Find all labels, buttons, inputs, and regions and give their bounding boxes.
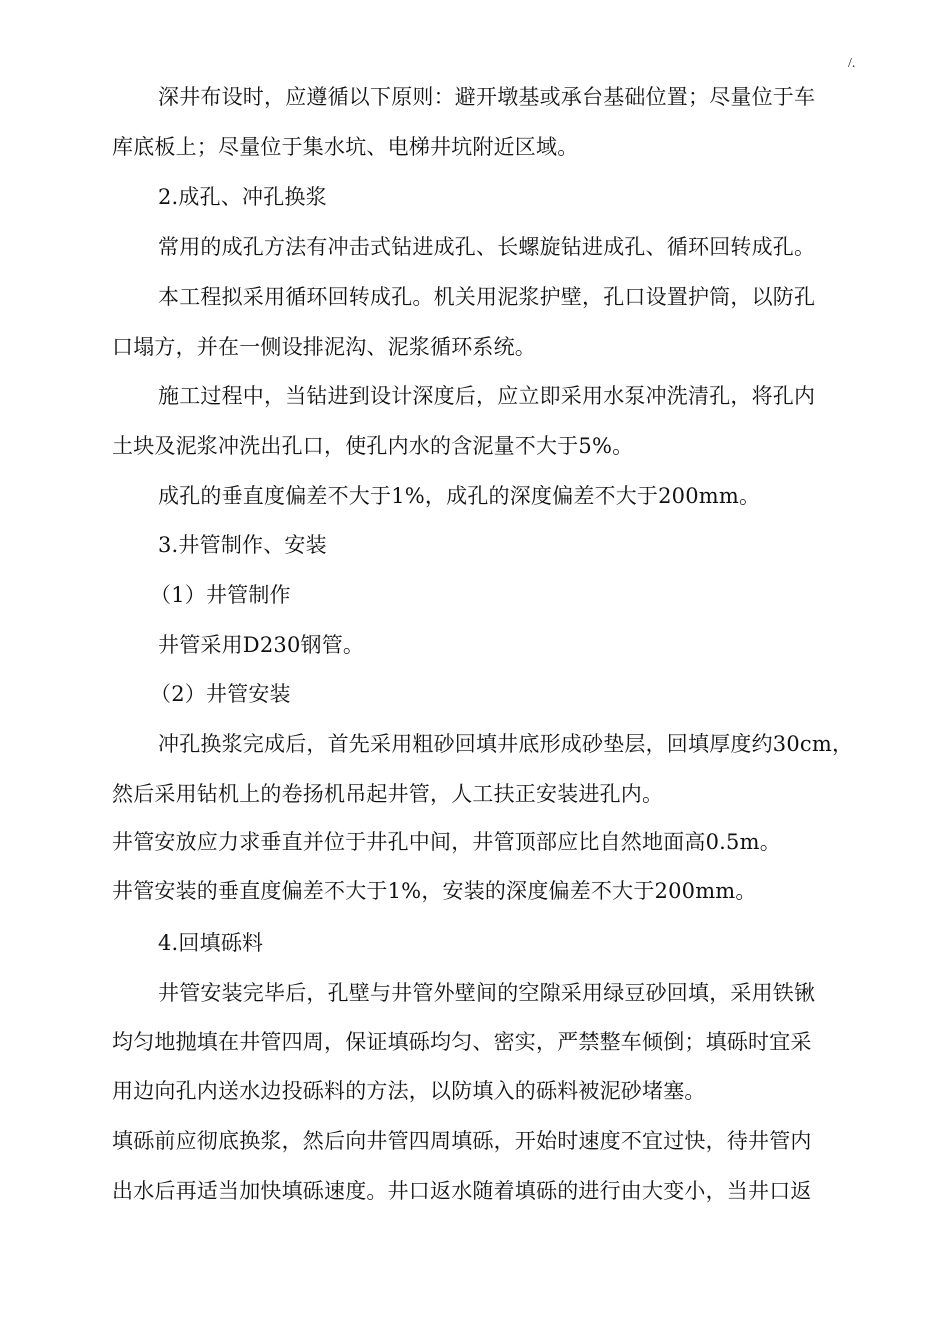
paragraph-line: 用边向孔内送水边投砾料的方法，以防填入的砾料被泥砂堵塞。 [112,1079,706,1103]
subsection-heading: （2）井管安装 [150,682,291,706]
paragraph-line: 施工过程中，当钻进到设计深度后，应立即采用水泵冲洗清孔，将孔内 [158,384,816,408]
section-heading: 2.成孔、冲孔换浆 [158,185,327,209]
paragraph-line: 本工程拟采用循环回转成孔。机关用泥浆护壁，孔口设置护筒，以防孔 [158,285,816,309]
paragraph-line: 深井布设时，应遵循以下原则：避开墩基或承台基础位置；尽量位于车 [158,85,816,109]
paragraph-line: 出水后再适当加快填砾速度。井口返水随着填砾的进行由大变小，当井口返 [112,1179,812,1203]
paragraph-line: 井管安装的垂直度偏差不大于1%，安装的深度偏差不大于200mm。 [112,879,757,903]
paragraph-line: 然后采用钻机上的卷扬机吊起井管，人工扶正安装进孔内。 [112,782,664,806]
paragraph-line: 口塌方，并在一侧设排泥沟、泥浆循环系统。 [112,335,536,359]
page-corner-mark: /. [848,56,856,71]
paragraph-line: 常用的成孔方法有冲击式钻进成孔、长螺旋钻进成孔、循环回转成孔。 [158,235,816,259]
paragraph-line: 土块及泥浆冲洗出孔口，使孔内水的含泥量不大于5%。 [112,434,634,458]
paragraph-line: 井管安放应力求垂直并位于井孔中间，井管顶部应比自然地面高0.5m。 [112,830,781,854]
paragraph-line: 均匀地抛填在井管四周，保证填砾均匀、密实，严禁整车倾倒；填砾时宜采 [112,1030,812,1054]
paragraph-line: 冲孔换浆完成后，首先采用粗砂回填井底形成砂垫层，回填厚度约30cm， [158,732,854,756]
paragraph-line: 填砾前应彻底换浆，然后向井管四周填砾，开始时速度不宜过快，待井管内 [112,1129,812,1153]
paragraph-line: 库底板上；尽量位于集水坑、电梯井坑附近区域。 [112,135,579,159]
paragraph-line: 成孔的垂直度偏差不大于1%，成孔的深度偏差不大于200mm。 [158,484,761,508]
subsection-heading: （1）井管制作 [150,583,291,607]
paragraph-line: 井管采用D230钢管。 [158,633,365,657]
section-heading: 4.回填砾料 [158,931,264,955]
paragraph-line: 井管安装完毕后，孔壁与井管外壁间的空隙采用绿豆砂回填，采用铁锹 [158,981,816,1005]
section-heading: 3.井管制作、安装 [158,533,327,557]
